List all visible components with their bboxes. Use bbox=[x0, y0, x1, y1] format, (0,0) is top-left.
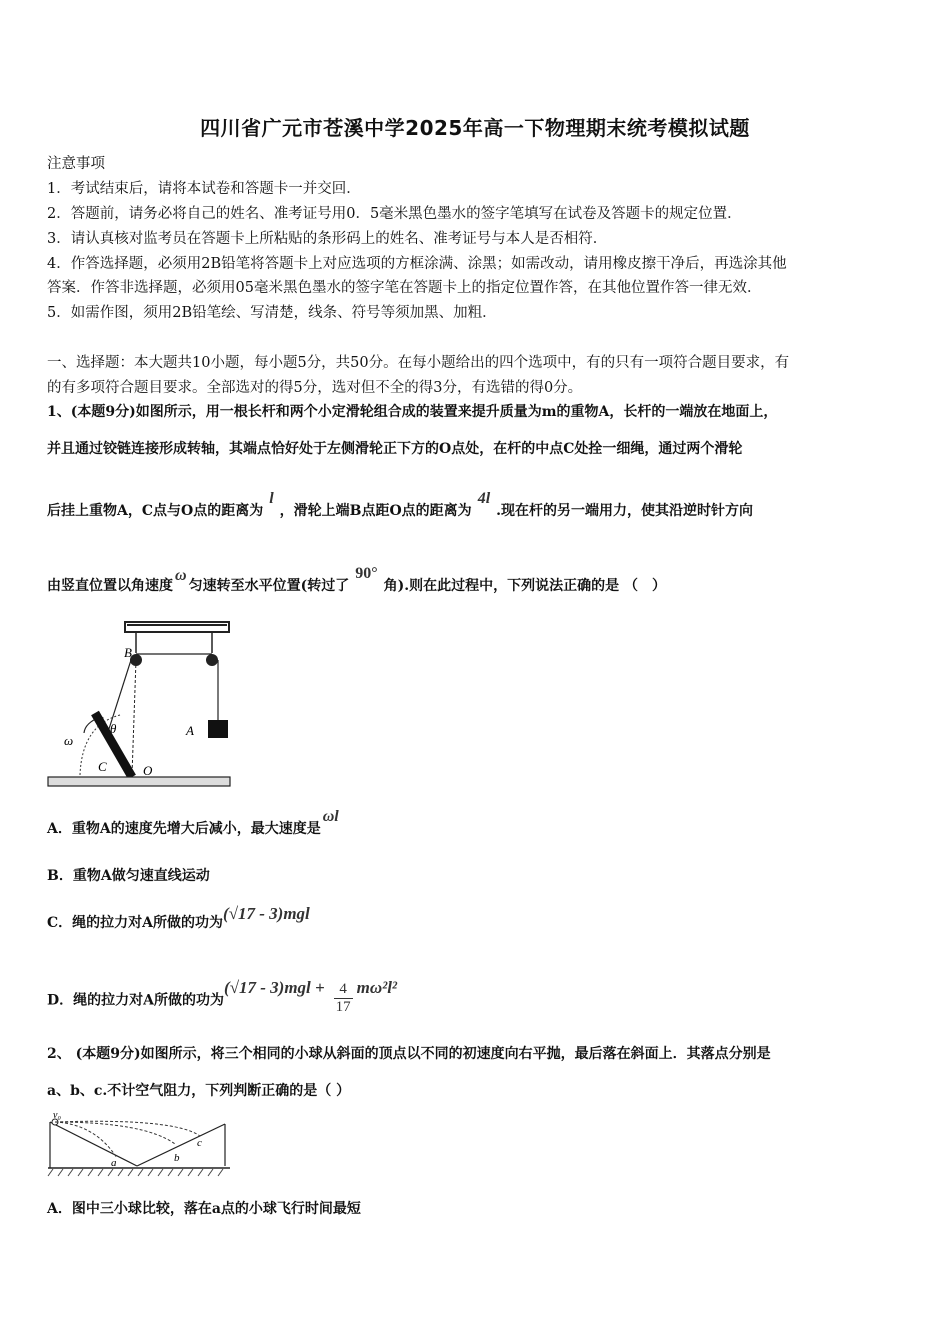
notice-item: 2．答题前，请务必将自己的姓名、准考证号用0．5毫米黑色墨水的签字笔填写在试卷及答题卡的规定位置． bbox=[47, 206, 742, 222]
q1-stem: 后挂上重物A，C点与O点的距离为l，滑轮上端B点距O点的距离为4l.现在杆的另一端用力，使其沿逆时针方向 bbox=[47, 490, 754, 519]
notice-item: 4．作答选择题，必须用2B铅笔将答题卡上对应选项的方框涂满、涂黑；如需改动，请用橡皮擦干净后，再选涂其他 bbox=[47, 256, 787, 272]
q1-stem: 1、(本题9分)如图所示，用一根长杆和两个小定滑轮组合成的装置来提升质量为m的重物A，长杆的一端放在地面上， bbox=[47, 404, 778, 420]
math-work-d: (√17 - 3)mgl + bbox=[224, 977, 325, 997]
q1-option-a: A．重物A的速度先增大后减小，最大速度是ωl bbox=[47, 808, 339, 837]
section-intro: 的有多项符合题目要求。全部选对的得5分，选对但不全的得3分，有选错的得0分。 bbox=[47, 380, 583, 396]
math-4l: 4l bbox=[477, 490, 491, 507]
section-intro: 一、选择题：本大题共10小题，每小题5分，共50分。在每小题给出的四个选项中，有的只有一项符合题目要求，有 bbox=[47, 355, 790, 371]
notice-heading: 注意事项 bbox=[47, 156, 105, 172]
q1-stem: 并且通过铰链连接形成转轴，其端点恰好处于左侧滑轮正下方的O点处，在杆的中点C处拴一细绳，通过两个滑轮 bbox=[47, 441, 743, 457]
math-90: 90° bbox=[355, 565, 378, 582]
q1-stem: 由竖直位置以角速度ω匀速转至水平位置(转过了90°角).则在此过程中，下列说法正确的是 （ ） bbox=[47, 565, 666, 594]
notice-item: 5．如需作图，须用2B铅笔绘、写清楚，线条、符号等须加黑、加粗． bbox=[47, 305, 497, 321]
math-l: l bbox=[269, 490, 274, 507]
notice-item: 答案．作答非选择题，必须用05毫米黑色墨水的签字笔在答题卡上的指定位置作答，在其他位置作答一律无效． bbox=[47, 280, 762, 296]
label-B: B bbox=[124, 645, 132, 660]
q1-option-b: B．重物A做匀速直线运动 bbox=[47, 868, 210, 884]
label-v0: v₀ bbox=[53, 1110, 61, 1121]
math-omega-l: ωl bbox=[322, 808, 339, 825]
label-theta: θ bbox=[110, 721, 117, 736]
q2-option-a: A．图中三小球比较，落在a点的小球飞行时间最短 bbox=[47, 1201, 361, 1217]
q1-option-c: C．绳的拉力对A所做的功为(√17 - 3)mgl bbox=[47, 904, 310, 931]
label-A: A bbox=[186, 723, 194, 738]
q1-option-d: D．绳的拉力对A所做的功为(√17 - 3)mgl + $\frac{4}{17}$ mω²l² bbox=[47, 977, 398, 1015]
math-energy: mω²l² bbox=[356, 977, 398, 997]
q2-stem: a、b、c.不计空气阻力，下列判断正确的是（ ） bbox=[47, 1083, 351, 1099]
math-work-c: (√17 - 3)mgl bbox=[223, 904, 310, 923]
label-c: c bbox=[197, 1137, 202, 1149]
label-a: a bbox=[111, 1157, 117, 1169]
math-omega: ω bbox=[175, 567, 187, 584]
notice-item: 1．考试结束后，请将本试卷和答题卡一并交回． bbox=[47, 181, 361, 197]
page-title: 四川省广元市苍溪中学2025年高一下物理期末统考模拟试题 bbox=[200, 116, 750, 140]
label-O: O bbox=[143, 763, 153, 778]
label-C: C bbox=[98, 759, 107, 774]
math-fraction: $\frac{4}{17}$ bbox=[335, 981, 351, 1015]
q2-figure bbox=[45, 1108, 235, 1180]
notice-item: 3．请认真核对监考员在答题卡上所粘贴的条形码上的姓名、准考证号与本人是否相符． bbox=[47, 231, 608, 247]
q2-stem: 2、 (本题9分)如图所示，将三个相同的小球从斜面的顶点以不同的初速度向右平抛，最后落在斜面上．其落点分别是 bbox=[47, 1046, 771, 1062]
label-omega: ω bbox=[64, 733, 74, 748]
q1-figure bbox=[40, 615, 240, 795]
label-b: b bbox=[174, 1152, 180, 1164]
